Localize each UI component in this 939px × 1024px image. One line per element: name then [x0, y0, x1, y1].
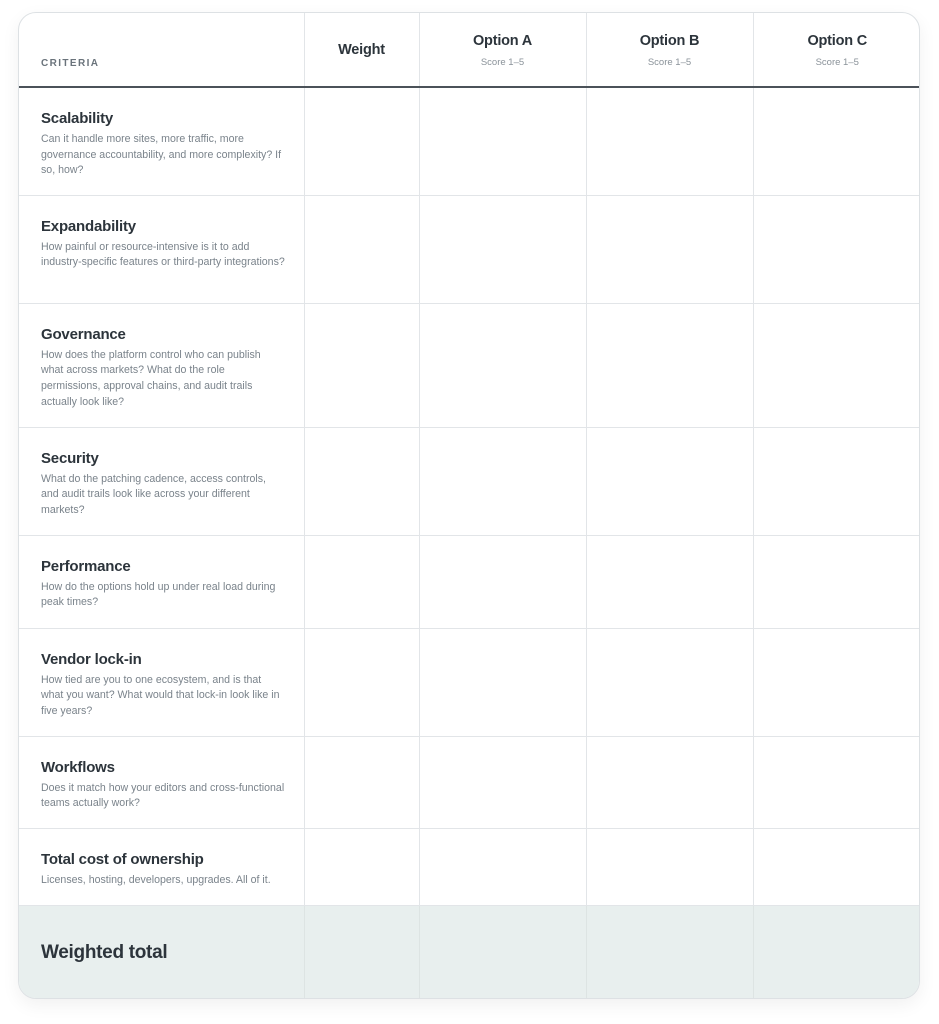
option-a-total-cell: [419, 905, 586, 999]
option-a-column-header: [419, 13, 586, 87]
option-a-score-cell[interactable]: [419, 828, 586, 905]
option-b-score-cell[interactable]: [586, 828, 753, 905]
option-b-subtitle: Score 1–5: [647, 57, 692, 68]
criteria-description: How does the platform control who can publish what across markets? What do the role permissions, approval chains, and audit trails actually look like?: [41, 348, 261, 408]
header-row: [19, 13, 920, 87]
decision-matrix-card: [18, 12, 920, 999]
table-row-scalability: [19, 87, 920, 195]
criteria-title: Security: [41, 449, 99, 467]
weighted-total-row: [19, 905, 920, 999]
criteria-description: How do the options hold up under real load during peak times?: [41, 580, 276, 609]
table-row-expandability: [19, 195, 920, 303]
option-b-column-header: [586, 13, 753, 87]
option-a-title: Option A: [472, 33, 533, 49]
table-row-total-cost-of-ownership: [19, 828, 920, 905]
option-b-total-cell: [586, 905, 753, 999]
option-b-score-cell[interactable]: [586, 628, 753, 736]
criteria-cell: [19, 427, 304, 535]
criteria-cell: [19, 628, 304, 736]
weight-cell[interactable]: [304, 828, 419, 905]
table-row-governance: [19, 303, 920, 427]
criteria-description: Can it handle more sites, more traffic, more governance accountability, and more complexity? If so, how?: [41, 133, 282, 177]
option-b-score-cell[interactable]: [586, 736, 753, 828]
option-c-score-cell[interactable]: [753, 195, 920, 303]
criteria-title: Total cost of ownership: [41, 850, 204, 868]
criteria-description: Does it match how your editors and cross-functional teams actually work?: [41, 781, 285, 810]
criteria-cell: [19, 736, 304, 828]
table-row-workflows: [19, 736, 920, 828]
option-c-score-cell[interactable]: [753, 535, 920, 628]
option-c-score-cell[interactable]: [753, 828, 920, 905]
criteria-title: Scalability: [41, 110, 114, 127]
weight-cell[interactable]: [304, 535, 419, 628]
option-b-score-cell[interactable]: [586, 195, 753, 303]
weighted-total-label: Weighted total: [19, 905, 304, 999]
weight-cell[interactable]: [304, 303, 419, 427]
option-b-score-cell[interactable]: [586, 87, 753, 195]
option-c-subtitle: Score 1–5: [815, 57, 859, 68]
weight-cell[interactable]: [304, 628, 419, 736]
weight-cell[interactable]: [304, 87, 419, 195]
option-b-title: Option B: [639, 33, 700, 49]
criteria-cell: [19, 828, 304, 905]
criteria-description: What do the patching cadence, access controls, and audit trails look like across your different markets?: [41, 472, 266, 516]
option-a-score-cell[interactable]: [419, 195, 586, 303]
option-a-score-cell[interactable]: [419, 427, 586, 535]
criteria-description: Licenses, hosting, developers, upgrades. All of it.: [41, 873, 271, 886]
option-c-score-cell[interactable]: [753, 427, 920, 535]
option-b-score-cell[interactable]: [586, 427, 753, 535]
weight-cell[interactable]: [304, 195, 419, 303]
option-c-score-cell[interactable]: [753, 628, 920, 736]
table-row-performance: [19, 535, 920, 628]
option-c-column-header: [753, 13, 920, 87]
decision-matrix-table: [19, 13, 920, 999]
option-c-title: Option C: [807, 33, 868, 49]
criteria-cell: [19, 195, 304, 303]
weight-total-cell: [304, 905, 419, 999]
criteria-description: How tied are you to one ecosystem, and is that what you want? What would that lock-in look like in five years?: [41, 673, 280, 717]
table-row-security: [19, 427, 920, 535]
criteria-description: How painful or resource-intensive is it to add industry-specific features or third-party integrations?: [41, 240, 285, 269]
option-a-score-cell[interactable]: [419, 628, 586, 736]
option-a-score-cell[interactable]: [419, 303, 586, 427]
option-a-score-cell[interactable]: [419, 87, 586, 195]
criteria-cell: [19, 535, 304, 628]
criteria-column-header: CRITERIA: [19, 13, 304, 87]
criteria-cell: [19, 303, 304, 427]
option-b-score-cell[interactable]: [586, 535, 753, 628]
option-c-score-cell[interactable]: [753, 736, 920, 828]
criteria-title: Vendor lock-in: [41, 650, 142, 668]
criteria-title: Expandability: [41, 217, 136, 235]
option-c-score-cell[interactable]: [753, 303, 920, 427]
option-b-score-cell[interactable]: [586, 303, 753, 427]
option-a-score-cell[interactable]: [419, 535, 586, 628]
weight-cell[interactable]: [304, 427, 419, 535]
criteria-title: Workflows: [41, 758, 115, 776]
criteria-cell: [19, 87, 304, 195]
criteria-title: Performance: [41, 557, 131, 575]
option-c-score-cell[interactable]: [753, 87, 920, 195]
weight-cell[interactable]: [304, 736, 419, 828]
criteria-title: Governance: [41, 325, 126, 343]
option-c-total-cell: [753, 905, 920, 999]
option-a-subtitle: Score 1–5: [480, 57, 525, 68]
table-row-vendor-lock-in: [19, 628, 920, 736]
option-a-score-cell[interactable]: [419, 736, 586, 828]
weight-column-header: [304, 13, 419, 87]
weight-column-title: Weight: [338, 41, 385, 58]
